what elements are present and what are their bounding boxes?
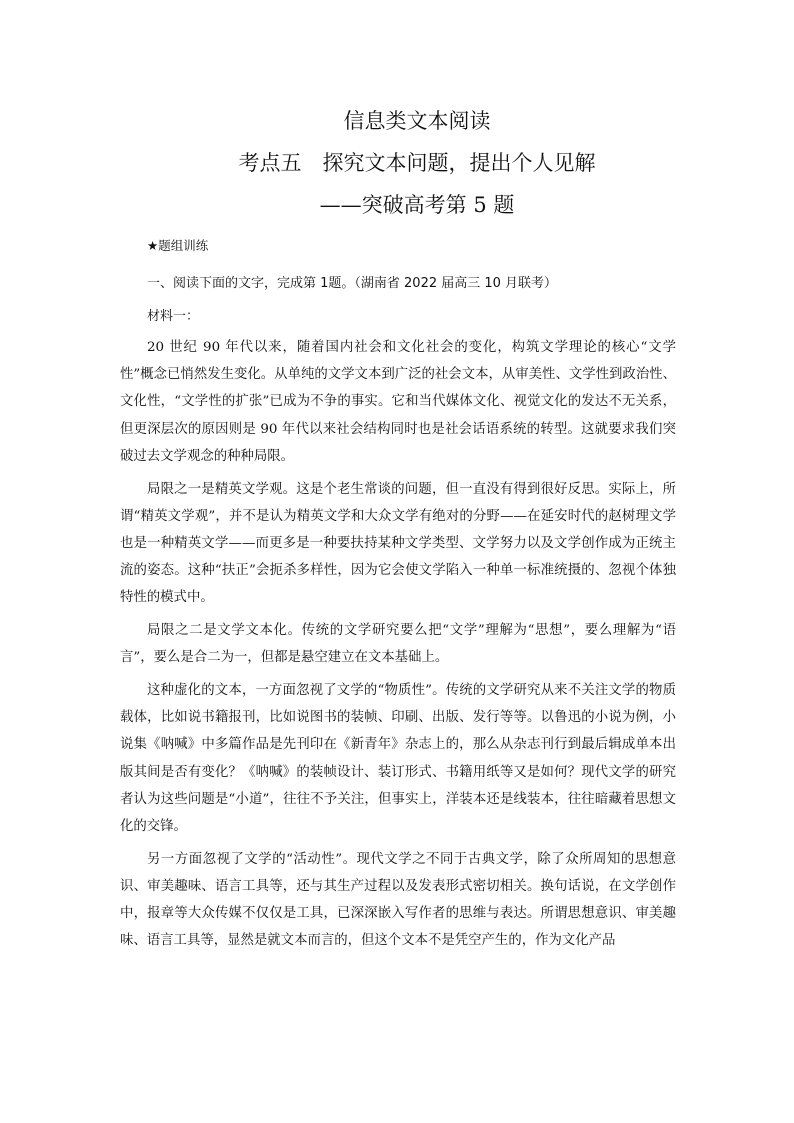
section-tag: ★题组训练 xyxy=(147,238,209,253)
paragraph: 另一方面忽视了文学的“活动性”。现代文学之不同于古典文学，除了众所周知的思想意识、审美趣味、语言工具等，还与其生产过程以及发表形式密切相关。换句话说，在文学创作中，报章等大众传媒不仅仅是工具，已深深嵌入写作者的思维与表达。所谓思想意识、审美趣味、语言工具等，显然是就文本而言的，但这个文本不是凭空产生的，作为文化产品 xyxy=(120,851,676,949)
title-block xyxy=(0,100,794,226)
question-heading: 一、阅读下面的文字，完成第 1题。（湖南省 2022 届高三 10 月联考） xyxy=(147,276,558,291)
document-subtitle: 考点五 探究文本问题，提出个人见解 xyxy=(238,151,596,175)
body-text xyxy=(120,334,676,960)
document-title: 信息类文本阅读 xyxy=(343,109,491,133)
paragraph: 局限之一是精英文学观。这是个老生常谈的问题，但一直没有得到很好反思。实际上，所谓“精英文学观”，并不是认为精英文学和大众文学有绝对的分野——在延安时代的赵树理文学也是一种精英文学——而更多是一种要扶持某种文学类型、文学努力以及文学创作成为正统主流的姿态。这种“扶正”会扼杀多样性，因为它会使文学陷入一种单一标准统摄的、忽视个体独特性的模式中。 xyxy=(120,481,676,606)
paragraph: 20 世纪 90 年代以来，随着国内社会和文化社会的变化，构筑文学理论的核心“文学性”概念已悄然发生变化。从单纯的文学文本到广泛的社会文本，从审美性、文学性到政治性、文化性，“文学性的扩张”已成为不争的事实。它和当代媒体文化、视觉文化的发达不无关系，但更深层次的原因则是 90 年代以来社会结构同时也是社会话语系统的转型。这就要求我们突破过去文学观念的种种局限。 xyxy=(120,340,676,464)
material-label: 材料一： xyxy=(147,309,200,324)
paragraph: 这种虚化的文本，一方面忽视了文学的“物质性”。传统的文学研究从来不关注文学的物质载体，比如说书籍报刊，比如说图书的装帧、印刷、出版、发行等等。以鲁迅的小说为例，小说集《呐喊》中多篇作品是先刊印在《新青年》杂志上的，那么从杂志刊行到最后辑成单本出版其间是否有变化？《呐喊》的装帧设计、装订形式、书籍用纸等又是如何？现代文学的研究者认为这些问题是“小道”，往往不予关注，但事实上，洋装本还是线装本，往往暗藏着思想文化的交锋。 xyxy=(120,682,676,834)
document-subtitle-2: ——突破高考第 5 题 xyxy=(319,193,515,217)
paragraph: 局限之二是文学文本化。传统的文学研究要么把“文学”理解为“思想”，要么理解为“语言”，要么是合二为一，但都是悬空建立在文本基础上。 xyxy=(120,623,676,666)
